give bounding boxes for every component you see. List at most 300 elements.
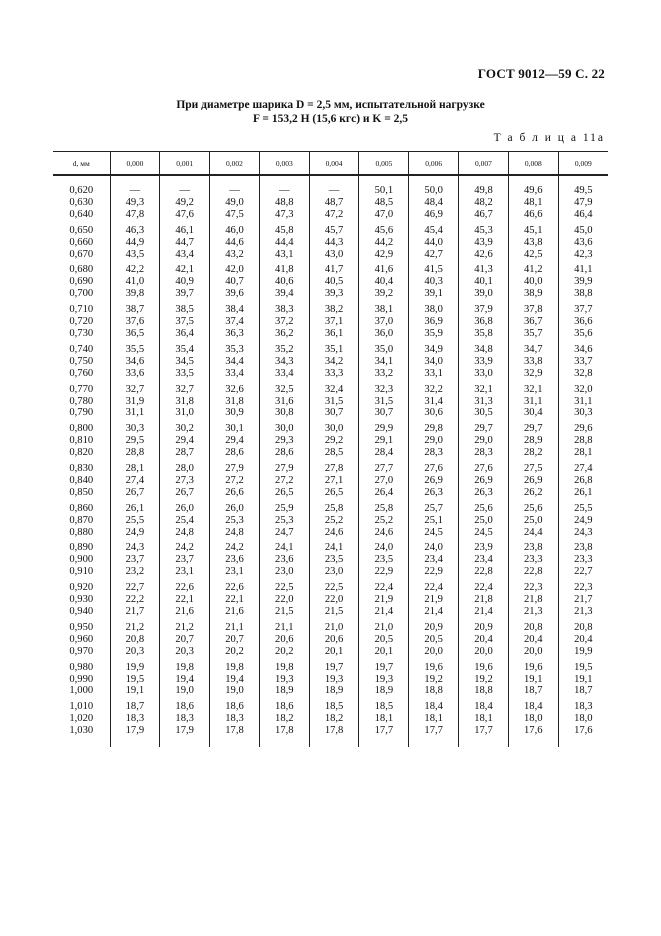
hardness-cell: 26,7 xyxy=(110,487,160,499)
table-row xyxy=(53,447,608,459)
table-row xyxy=(53,185,608,197)
diameter-cell: 1,020 xyxy=(69,713,94,725)
hardness-cell: 41,8 xyxy=(259,264,309,276)
hardness-cell: 23,2 xyxy=(110,566,160,578)
hardness-cell: 19,3 xyxy=(359,674,409,686)
hardness-cell: 17,6 xyxy=(508,725,558,737)
hardness-cell: 39,6 xyxy=(210,288,260,300)
hardness-cell: 21,1 xyxy=(259,622,309,634)
hardness-cell: 22,9 xyxy=(359,566,409,578)
hardness-cell: 28,1 xyxy=(110,463,160,475)
hardness-cell: — xyxy=(309,185,359,197)
hardness-cell: 20,2 xyxy=(259,646,309,658)
hardness-cell: 29,7 xyxy=(459,423,509,435)
hardness-cell: 18,4 xyxy=(508,701,558,713)
hardness-cell: 23,6 xyxy=(210,554,260,566)
hardness-cell: 50,0 xyxy=(409,185,459,197)
diameter-cell: 0,640 xyxy=(69,208,94,220)
hardness-cell: 49,3 xyxy=(110,197,160,209)
table-row xyxy=(53,646,608,658)
table-row xyxy=(53,396,608,408)
hardness-cell: — xyxy=(210,185,260,197)
hardness-cell: 18,7 xyxy=(508,685,558,697)
table-title-line-1: При диаметре шарика D = 2,5 мм, испытательной нагрузке xyxy=(176,99,485,111)
hardness-cell: 45,6 xyxy=(359,225,409,237)
hardness-cell: 25,6 xyxy=(508,503,558,515)
hardness-cell: 26,3 xyxy=(459,487,509,499)
hardness-cell: 47,8 xyxy=(110,209,160,221)
table-row xyxy=(53,701,608,713)
hardness-cell: 20,7 xyxy=(160,634,210,646)
hardness-cell: 24,1 xyxy=(309,542,359,554)
hardness-cell: 22,5 xyxy=(309,582,359,594)
hardness-cell: 36,8 xyxy=(459,316,509,328)
diameter-cell: 0,650 xyxy=(69,224,94,236)
hardness-cell: 34,5 xyxy=(160,356,210,368)
column-header-1: 0,000 xyxy=(110,152,160,176)
hardness-cell: 35,5 xyxy=(110,344,160,356)
hardness-cell: 49,5 xyxy=(558,185,608,197)
hardness-cell: 19,2 xyxy=(409,674,459,686)
hardness-cell: 19,0 xyxy=(160,685,210,697)
hardness-cell: 33,7 xyxy=(558,356,608,368)
hardness-cell: 25,3 xyxy=(210,515,260,527)
hardness-cell: 18,5 xyxy=(359,701,409,713)
hardness-cell: 27,4 xyxy=(110,475,160,487)
hardness-cell: 42,3 xyxy=(558,249,608,261)
hardness-cell: 35,1 xyxy=(309,344,359,356)
hardness-cell: 28,5 xyxy=(309,447,359,459)
hardness-cell: 33,6 xyxy=(110,368,160,380)
hardness-cell: 36,5 xyxy=(110,328,160,340)
hardness-cell: 19,9 xyxy=(558,646,608,658)
hardness-cell: 33,4 xyxy=(259,368,309,380)
hardness-cell: 21,7 xyxy=(110,606,160,618)
hardness-cell: 29,0 xyxy=(459,435,509,447)
hardness-cell: 26,9 xyxy=(409,475,459,487)
hardness-cell: 32,2 xyxy=(409,384,459,396)
hardness-cell: 32,1 xyxy=(459,384,509,396)
hardness-cell: 23,1 xyxy=(210,566,260,578)
hardness-cell: 46,9 xyxy=(409,209,459,221)
hardness-cell: 29,0 xyxy=(409,435,459,447)
hardness-cell: 32,7 xyxy=(160,384,210,396)
hardness-cell: 47,9 xyxy=(558,197,608,209)
hardness-cell: 29,4 xyxy=(160,435,210,447)
hardness-cell: 37,0 xyxy=(359,316,409,328)
hardness-cell: 25,7 xyxy=(409,503,459,515)
hardness-cell: 35,6 xyxy=(558,328,608,340)
diameter-cell: 0,970 xyxy=(69,645,94,657)
hardness-cell: 46,4 xyxy=(558,209,608,221)
hardness-cell: 47,5 xyxy=(210,209,260,221)
hardness-cell: 24,0 xyxy=(409,542,459,554)
hardness-cell: 22,2 xyxy=(110,594,160,606)
table-title-line-2: F = 153,2 Н (15,6 кгс) и K = 2,5 xyxy=(252,113,409,125)
hardness-cell: 43,4 xyxy=(160,249,210,261)
hardness-cell: 21,8 xyxy=(508,594,558,606)
diameter-cell: 0,790 xyxy=(69,407,94,419)
diameter-cell: 0,990 xyxy=(69,673,94,685)
hardness-cell: 42,0 xyxy=(210,264,260,276)
hardness-cell: 27,3 xyxy=(160,475,210,487)
hardness-cell: — xyxy=(259,185,309,197)
column-header-8: 0,007 xyxy=(459,152,509,176)
hardness-cell: 31,3 xyxy=(459,396,509,408)
diameter-cell: 0,800 xyxy=(69,423,94,435)
hardness-cell: 26,5 xyxy=(259,487,309,499)
hardness-cell: 28,6 xyxy=(259,447,309,459)
diameter-cell: 0,940 xyxy=(69,606,94,617)
diameter-cell: 0,710 xyxy=(69,304,94,316)
hardness-cell: 40,9 xyxy=(160,276,210,288)
column-header-10: 0,009 xyxy=(558,152,608,176)
diameter-cell: 0,930 xyxy=(69,594,94,606)
hardness-cell: 41,3 xyxy=(459,264,509,276)
hardness-cell: 25,2 xyxy=(359,515,409,527)
hardness-cell: 49,2 xyxy=(160,197,210,209)
table-row xyxy=(53,328,608,340)
hardness-cell: 21,6 xyxy=(160,606,210,618)
hardness-cell: 37,1 xyxy=(309,316,359,328)
table-row xyxy=(53,662,608,674)
hardness-cell: 37,6 xyxy=(110,316,160,328)
hardness-cell: 37,7 xyxy=(558,304,608,316)
hardness-cell: 26,1 xyxy=(558,487,608,499)
diameter-cell: 0,840 xyxy=(69,474,94,486)
hardness-cell: 25,0 xyxy=(459,515,509,527)
table-name: Т а б л и ц а 11а xyxy=(493,132,605,144)
hardness-cell: 21,3 xyxy=(558,606,608,618)
hardness-cell: 38,1 xyxy=(359,304,409,316)
hardness-cell: 27,8 xyxy=(309,463,359,475)
diameter-cell: 0,960 xyxy=(69,633,94,645)
hardness-cell: 22,1 xyxy=(160,594,210,606)
hardness-cell: 48,7 xyxy=(309,197,359,209)
diameter-cell: 0,910 xyxy=(69,566,94,578)
hardness-cell: 46,0 xyxy=(210,225,260,237)
hardness-cell: 25,8 xyxy=(359,503,409,515)
hardness-cell: 40,1 xyxy=(459,276,509,288)
hardness-cell: 19,4 xyxy=(210,674,260,686)
hardness-cell: 18,0 xyxy=(558,713,608,725)
hardness-cell: 42,2 xyxy=(110,264,160,276)
hardness-cell: 30,1 xyxy=(210,423,260,435)
hardness-cell: 43,6 xyxy=(558,237,608,249)
hardness-table xyxy=(53,151,608,747)
hardness-cell: 29,8 xyxy=(409,423,459,435)
hardness-cell: 19,3 xyxy=(259,674,309,686)
hardness-cell: 36,2 xyxy=(259,328,309,340)
hardness-cell: 19,4 xyxy=(160,674,210,686)
hardness-cell: 34,7 xyxy=(508,344,558,356)
hardness-cell: 28,6 xyxy=(210,447,260,459)
hardness-cell: 22,4 xyxy=(409,582,459,594)
table-row xyxy=(53,209,608,221)
hardness-cell: 18,3 xyxy=(210,713,260,725)
hardness-cell: 45,7 xyxy=(309,225,359,237)
hardness-cell: 27,6 xyxy=(409,463,459,475)
table-row xyxy=(53,384,608,396)
hardness-cell: 20,6 xyxy=(309,634,359,646)
hardness-cell: 29,6 xyxy=(558,423,608,435)
hardness-cell: 37,2 xyxy=(259,316,309,328)
diameter-cell: 1,010 xyxy=(69,701,94,713)
hardness-cell: 22,1 xyxy=(210,594,260,606)
hardness-cell: 19,6 xyxy=(459,662,509,674)
hardness-cell: 20,1 xyxy=(309,646,359,658)
diameter-cell: 0,660 xyxy=(69,236,94,248)
hardness-cell: 41,1 xyxy=(558,264,608,276)
table-row xyxy=(53,463,608,475)
hardness-cell: 30,3 xyxy=(110,423,160,435)
column-header-5: 0,004 xyxy=(309,152,359,176)
hardness-cell: 35,7 xyxy=(508,328,558,340)
hardness-cell: 47,6 xyxy=(160,209,210,221)
hardness-cell: 18,6 xyxy=(259,701,309,713)
hardness-cell: 17,8 xyxy=(309,725,359,737)
diameter-cell: 0,830 xyxy=(69,463,94,475)
hardness-cell: 21,7 xyxy=(558,594,608,606)
hardness-cell: 36,0 xyxy=(359,328,409,340)
hardness-cell: 20,2 xyxy=(210,646,260,658)
hardness-cell: 19,2 xyxy=(459,674,509,686)
hardness-cell: 41,6 xyxy=(359,264,409,276)
hardness-cell: 33,1 xyxy=(409,368,459,380)
hardness-cell: 18,5 xyxy=(309,701,359,713)
hardness-cell: 26,0 xyxy=(160,503,210,515)
hardness-cell: 34,8 xyxy=(459,344,509,356)
hardness-cell: 47,0 xyxy=(359,209,409,221)
hardness-cell: 46,1 xyxy=(160,225,210,237)
table-row xyxy=(53,407,608,419)
hardness-cell: 36,3 xyxy=(210,328,260,340)
diameter-cell: 0,740 xyxy=(69,343,94,355)
hardness-cell: 34,4 xyxy=(210,356,260,368)
hardness-cell: 18,7 xyxy=(558,685,608,697)
hardness-cell: 19,5 xyxy=(558,662,608,674)
hardness-cell: 37,4 xyxy=(210,316,260,328)
hardness-cell: 27,2 xyxy=(259,475,309,487)
hardness-cell: 19,9 xyxy=(110,662,160,674)
table-row xyxy=(53,566,608,578)
hardness-cell: 18,1 xyxy=(359,713,409,725)
hardness-cell: 31,0 xyxy=(160,407,210,419)
hardness-cell: 31,4 xyxy=(409,396,459,408)
hardness-cell: 42,6 xyxy=(459,249,509,261)
hardness-cell: 32,9 xyxy=(508,368,558,380)
column-header-6: 0,005 xyxy=(359,152,409,176)
hardness-cell: 22,7 xyxy=(110,582,160,594)
hardness-cell: 24,7 xyxy=(259,527,309,539)
hardness-cell: 48,5 xyxy=(359,197,409,209)
hardness-cell: 23,7 xyxy=(160,554,210,566)
hardness-cell: 26,1 xyxy=(110,503,160,515)
hardness-cell: 33,8 xyxy=(508,356,558,368)
hardness-cell: 18,1 xyxy=(459,713,509,725)
hardness-cell: 39,3 xyxy=(309,288,359,300)
hardness-cell: 21,2 xyxy=(160,622,210,634)
hardness-cell: 23,5 xyxy=(309,554,359,566)
hardness-cell: 21,4 xyxy=(409,606,459,618)
hardness-cell: 25,1 xyxy=(409,515,459,527)
table-row xyxy=(53,594,608,606)
table-row xyxy=(53,685,608,697)
hardness-cell: 40,4 xyxy=(359,276,409,288)
hardness-cell: 39,4 xyxy=(259,288,309,300)
hardness-cell: 46,3 xyxy=(110,225,160,237)
hardness-cell: 19,8 xyxy=(259,662,309,674)
hardness-cell: 25,5 xyxy=(558,503,608,515)
diameter-cell: 0,870 xyxy=(69,514,94,526)
hardness-cell: 37,9 xyxy=(459,304,509,316)
hardness-cell: 25,6 xyxy=(459,503,509,515)
hardness-cell: 22,6 xyxy=(210,582,260,594)
hardness-cell: 18,6 xyxy=(160,701,210,713)
hardness-cell: 17,7 xyxy=(459,725,509,737)
hardness-cell: 18,3 xyxy=(110,713,160,725)
hardness-cell: 23,0 xyxy=(309,566,359,578)
hardness-cell: 41,5 xyxy=(409,264,459,276)
table-row xyxy=(53,515,608,527)
hardness-cell: 32,5 xyxy=(259,384,309,396)
hardness-cell: 24,9 xyxy=(558,515,608,527)
hardness-cell: 44,3 xyxy=(309,237,359,249)
hardness-cell: 30,0 xyxy=(259,423,309,435)
hardness-cell: 19,6 xyxy=(409,662,459,674)
hardness-cell: 17,8 xyxy=(259,725,309,737)
table-row xyxy=(53,554,608,566)
diameter-cell: 0,720 xyxy=(69,316,94,328)
hardness-cell: 19,8 xyxy=(210,662,260,674)
hardness-cell: 18,3 xyxy=(160,713,210,725)
hardness-cell: 26,2 xyxy=(508,487,558,499)
diameter-cell: 0,670 xyxy=(69,248,94,260)
table-row xyxy=(53,264,608,276)
hardness-cell: 50,1 xyxy=(359,185,409,197)
hardness-cell: 44,7 xyxy=(160,237,210,249)
table-row xyxy=(53,606,608,618)
table-row xyxy=(53,634,608,646)
hardness-cell: 31,9 xyxy=(110,396,160,408)
hardness-cell: 22,4 xyxy=(459,582,509,594)
hardness-cell: 24,9 xyxy=(110,527,160,539)
hardness-cell: 43,1 xyxy=(259,249,309,261)
hardness-cell: 20,6 xyxy=(259,634,309,646)
hardness-cell: 18,2 xyxy=(259,713,309,725)
hardness-cell: 23,1 xyxy=(160,566,210,578)
diameter-cell: 0,680 xyxy=(69,264,94,276)
hardness-cell: 49,8 xyxy=(459,185,509,197)
hardness-cell: 25,0 xyxy=(508,515,558,527)
hardness-cell: 49,0 xyxy=(210,197,260,209)
hardness-cell: 24,3 xyxy=(110,542,160,554)
hardness-cell: 18,9 xyxy=(309,685,359,697)
hardness-cell: 25,9 xyxy=(259,503,309,515)
hardness-cell: 32,4 xyxy=(309,384,359,396)
hardness-cell: 38,3 xyxy=(259,304,309,316)
hardness-cell: 31,8 xyxy=(160,396,210,408)
column-header-2: 0,001 xyxy=(160,152,210,176)
hardness-cell: 24,8 xyxy=(160,527,210,539)
hardness-cell: 25,4 xyxy=(160,515,210,527)
hardness-cell: 17,7 xyxy=(359,725,409,737)
diameter-cell: 0,950 xyxy=(69,621,94,633)
table-row xyxy=(53,725,608,737)
hardness-cell: 20,3 xyxy=(110,646,160,658)
hardness-cell: 17,8 xyxy=(210,725,260,737)
hardness-cell: 29,5 xyxy=(110,435,160,447)
hardness-cell: 22,3 xyxy=(508,582,558,594)
hardness-cell: 35,8 xyxy=(459,328,509,340)
hardness-cell: 38,9 xyxy=(508,288,558,300)
column-header-d: d, мм xyxy=(53,152,110,176)
hardness-cell: 23,0 xyxy=(259,566,309,578)
hardness-cell: 26,8 xyxy=(558,475,608,487)
hardness-cell: 29,2 xyxy=(309,435,359,447)
hardness-cell: 24,4 xyxy=(508,527,558,539)
hardness-cell: 25,2 xyxy=(309,515,359,527)
hardness-cell: 48,2 xyxy=(459,197,509,209)
diameter-cell: 0,780 xyxy=(69,395,94,407)
hardness-cell: 24,6 xyxy=(309,527,359,539)
hardness-cell: 36,6 xyxy=(558,316,608,328)
hardness-cell: 33,3 xyxy=(309,368,359,380)
hardness-cell: 21,3 xyxy=(508,606,558,618)
hardness-cell: 29,7 xyxy=(508,423,558,435)
hardness-cell: 28,1 xyxy=(558,447,608,459)
hardness-cell: 20,3 xyxy=(160,646,210,658)
diameter-cell: 0,820 xyxy=(69,447,94,459)
diameter-cell: 0,690 xyxy=(69,276,94,288)
hardness-cell: 23,3 xyxy=(558,554,608,566)
hardness-cell: 34,6 xyxy=(110,356,160,368)
hardness-cell: 30,6 xyxy=(409,407,459,419)
hardness-cell: 24,0 xyxy=(359,542,409,554)
hardness-cell: 43,8 xyxy=(508,237,558,249)
table-row xyxy=(53,542,608,554)
hardness-cell: 18,3 xyxy=(558,701,608,713)
hardness-cell: 27,5 xyxy=(508,463,558,475)
hardness-cell: 32,7 xyxy=(110,384,160,396)
hardness-cell: 33,4 xyxy=(210,368,260,380)
diameter-cell: 0,850 xyxy=(69,486,94,498)
hardness-cell: 22,0 xyxy=(259,594,309,606)
hardness-cell: 38,0 xyxy=(409,304,459,316)
hardness-cell: 43,5 xyxy=(110,249,160,261)
hardness-cell: 24,8 xyxy=(210,527,260,539)
hardness-cell: 36,7 xyxy=(508,316,558,328)
hardness-cell: 44,2 xyxy=(359,237,409,249)
diameter-cell: 0,730 xyxy=(69,327,94,339)
column-header-3: 0,002 xyxy=(210,152,260,176)
hardness-cell: 38,7 xyxy=(110,304,160,316)
hardness-cell: 26,9 xyxy=(459,475,509,487)
hardness-cell: 28,8 xyxy=(558,435,608,447)
hardness-cell: 31,8 xyxy=(210,396,260,408)
hardness-cell: 32,0 xyxy=(558,384,608,396)
hardness-cell: 22,3 xyxy=(558,582,608,594)
hardness-cell: 38,4 xyxy=(210,304,260,316)
hardness-cell: 18,0 xyxy=(508,713,558,725)
hardness-cell: 37,5 xyxy=(160,316,210,328)
hardness-cell: 36,1 xyxy=(309,328,359,340)
hardness-cell: 41,7 xyxy=(309,264,359,276)
table-row xyxy=(53,249,608,261)
hardness-cell: 29,1 xyxy=(359,435,409,447)
hardness-cell: 30,7 xyxy=(309,407,359,419)
diameter-cell: 0,880 xyxy=(69,526,94,538)
